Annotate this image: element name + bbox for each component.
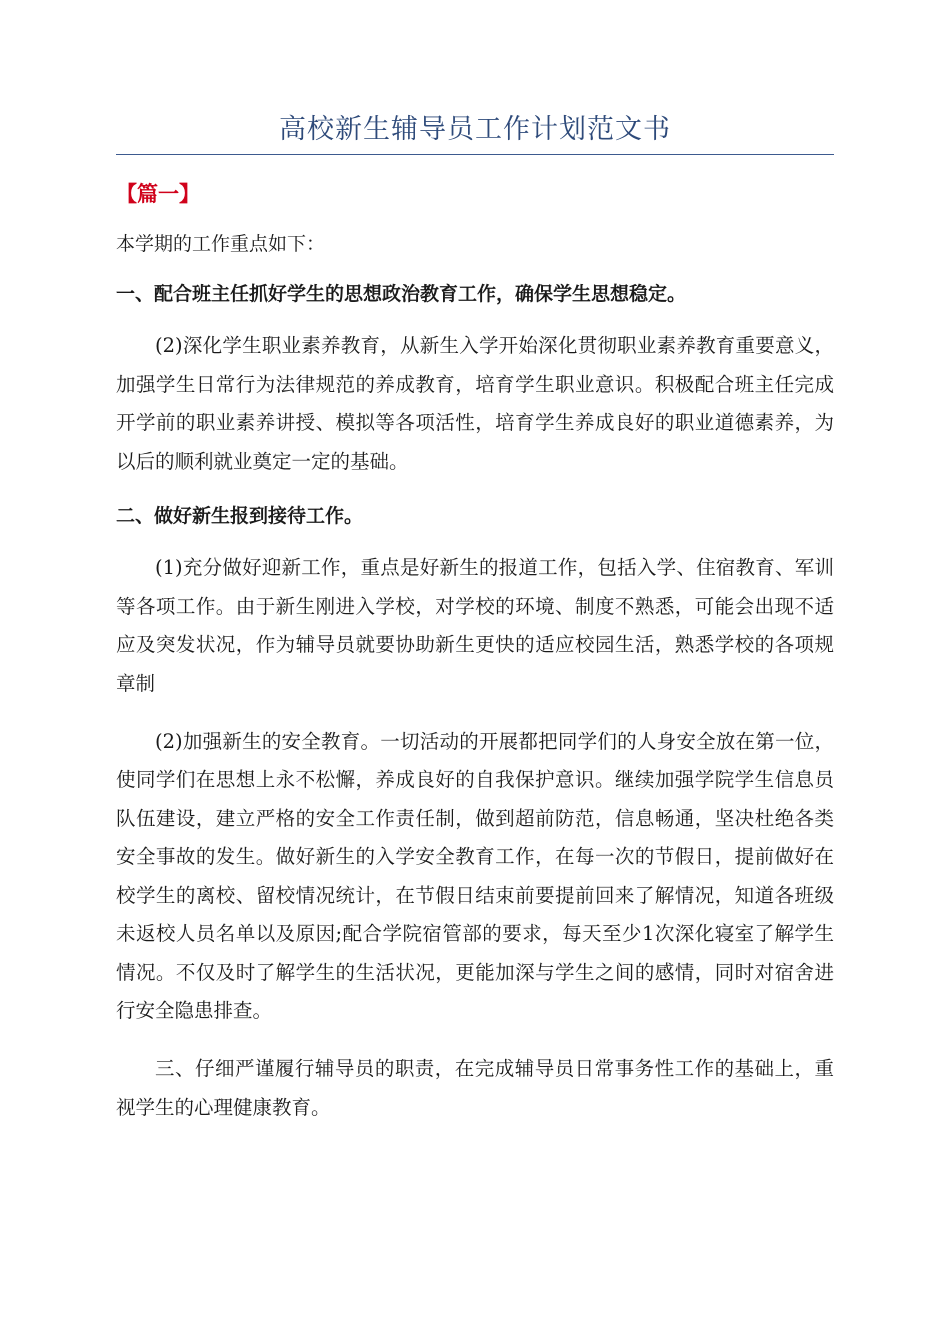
intro-text: 本学期的工作重点如下： (116, 233, 326, 255)
heading-2: 二、做好新生报到接待工作。 (116, 505, 364, 527)
paragraph-3: (2)加强新生的安全教育。一切活动的开展都把同学们的人身安全放在第一位，使同学们在思想上永不松懈，养成良好的自我保护意识。继续加强学院学生信息员队伍建设，建立严格的安全工作责任制，做到超前防范，信息畅通，坚决杜绝各类安全事故的发生。做好新生的入学安全教育工作，在每一次的节假日，提前做好在校学生的离校、留校情况统计，在节假日结束前要提前回来了解情况，知道各班级未返校人员名单以及原因;配合学院宿管部的要求，每天至少1次深化寝室了解学生情况。不仅及时了解学生的生活状况，更能加深与学生之间的感情，同时对宿舍进行安全隐患排查。 (116, 729, 834, 1022)
paragraph-2: (1)充分做好迎新工作，重点是好新生的报道工作，包括入学、住宿教育、军训等各项工作。由于新生刚进入学校，对学校的环境、制度不熟悉，可能会出现不适应及突发状况，作为辅导员就要协助新生更快的适应校园生活，熟悉学校的各项规章制 (116, 556, 834, 695)
section-tag: 【篇一】 (116, 182, 200, 206)
heading-1: 一、配合班主任抓好学生的思想政治教育工作，确保学生思想稳定。 (116, 283, 687, 305)
paragraph-1: (2)深化学生职业素养教育，从新生入学开始深化贯彻职业素养教育重要意义，加强学生日常行为法律规范的养成教育，培育学生职业意识。积极配合班主任完成开学前的职业素养讲授、模拟等各项活性，培育学生养成良好的职业道德素养，为以后的顺利就业奠定一定的基础。 (116, 334, 834, 473)
document-page (116, 108, 834, 1147)
paragraph-4: 三、仔细严谨履行辅导员的职责，在完成辅导员日常事务性工作的基础上，重视学生的心理健康教育。 (116, 1057, 834, 1119)
document-title: 高校新生辅导员工作计划范文书 (116, 108, 834, 155)
